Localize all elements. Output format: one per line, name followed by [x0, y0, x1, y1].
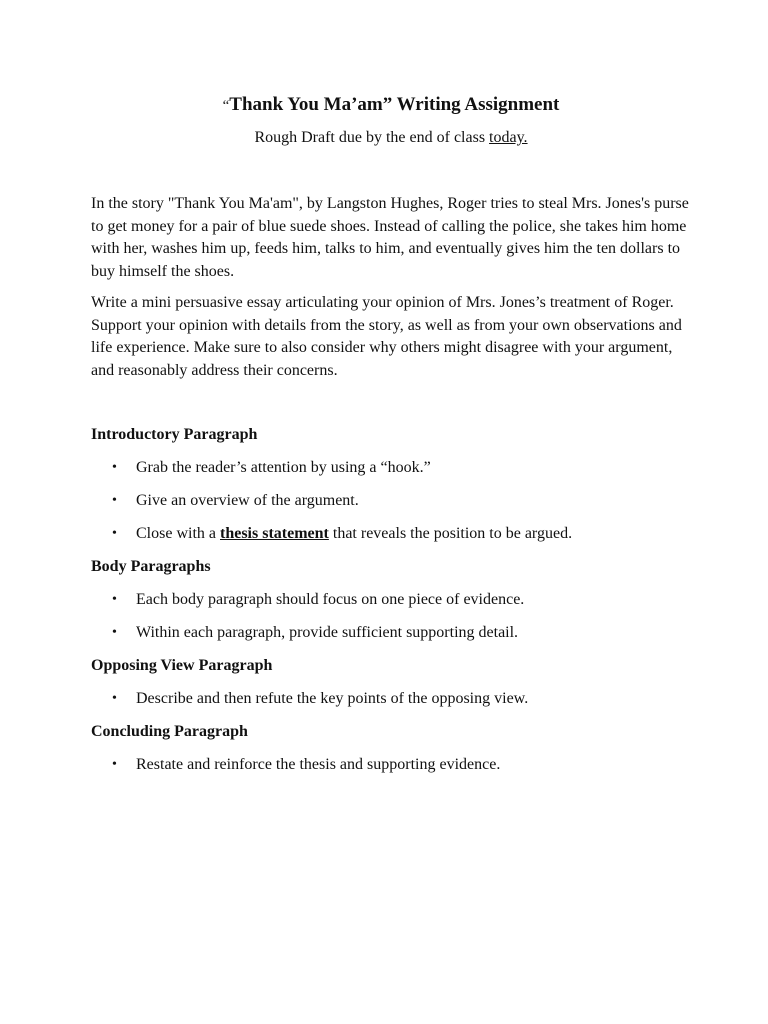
list-item-text: Grab the reader’s attention by using a “hook.” — [136, 459, 431, 476]
bullet-icon: • — [112, 493, 117, 508]
due-date-prefix: Rough Draft due by the end of class — [254, 129, 490, 146]
opposing-view-heading: Opposing View Paragraph — [91, 657, 273, 674]
body-paragraphs-heading: Body Paragraphs — [91, 558, 211, 575]
bullet-icon: • — [112, 592, 117, 607]
due-date-emphasis: today. — [489, 129, 528, 146]
list-item — [91, 589, 691, 611]
list-item — [91, 457, 691, 479]
list-item-text: Within each paragraph, provide sufficient supporting detail. — [136, 624, 519, 641]
list-item — [91, 490, 691, 512]
list-item — [91, 523, 691, 545]
document-page — [91, 92, 691, 776]
list-item — [91, 622, 691, 644]
list-item — [91, 688, 691, 710]
introductory-paragraph-list — [91, 457, 691, 545]
opposing-view-list — [91, 688, 691, 710]
introductory-paragraph-heading: Introductory Paragraph — [91, 426, 258, 443]
due-date-line — [91, 127, 691, 149]
concluding-paragraph-heading: Concluding Paragraph — [91, 723, 248, 740]
assignment-instructions-paragraph: Write a mini persuasive essay articulating your opinion of Mrs. Jones’s treatment of Roger. Support your opinion with details from the story, as well as from your own observations and life experience. Make sure to also consider why others might disagree with your argument, and reasonably address their concerns. — [91, 294, 682, 379]
bullet-icon: • — [112, 691, 117, 706]
bullet-icon: • — [112, 757, 117, 772]
list-item-text-prefix: Close with a — [136, 525, 220, 542]
bullet-icon: • — [112, 526, 117, 541]
title-text: Thank You Ma’am” Writing Assignment — [229, 94, 560, 115]
list-item-text: Describe and then refute the key points of the opposing view. — [136, 690, 529, 707]
bullet-icon: • — [112, 625, 117, 640]
list-item-text: Each body paragraph should focus on one piece of evidence. — [136, 591, 525, 608]
document-title — [91, 92, 691, 119]
body-paragraphs-list — [91, 589, 691, 644]
thesis-statement-term: thesis statement — [220, 525, 329, 542]
title-open-quote: “ — [222, 98, 230, 114]
concluding-paragraph-list — [91, 754, 691, 776]
story-summary-paragraph: In the story "Thank You Ma'am", by Langston Hughes, Roger tries to steal Mrs. Jones's purse to get money for a pair of blue suede shoes. Instead of calling the police, she takes him home with her, washes him up, feeds him, talks to him, and eventually gives him the ten dollars to buy himself the shoes. — [91, 195, 689, 280]
list-item — [91, 754, 691, 776]
bullet-icon: • — [112, 460, 117, 475]
list-item-text: Restate and reinforce the thesis and supporting evidence. — [136, 756, 501, 773]
list-item-text-suffix: that reveals the position to be argued. — [328, 525, 573, 542]
list-item-text: Give an overview of the argument. — [136, 492, 359, 509]
